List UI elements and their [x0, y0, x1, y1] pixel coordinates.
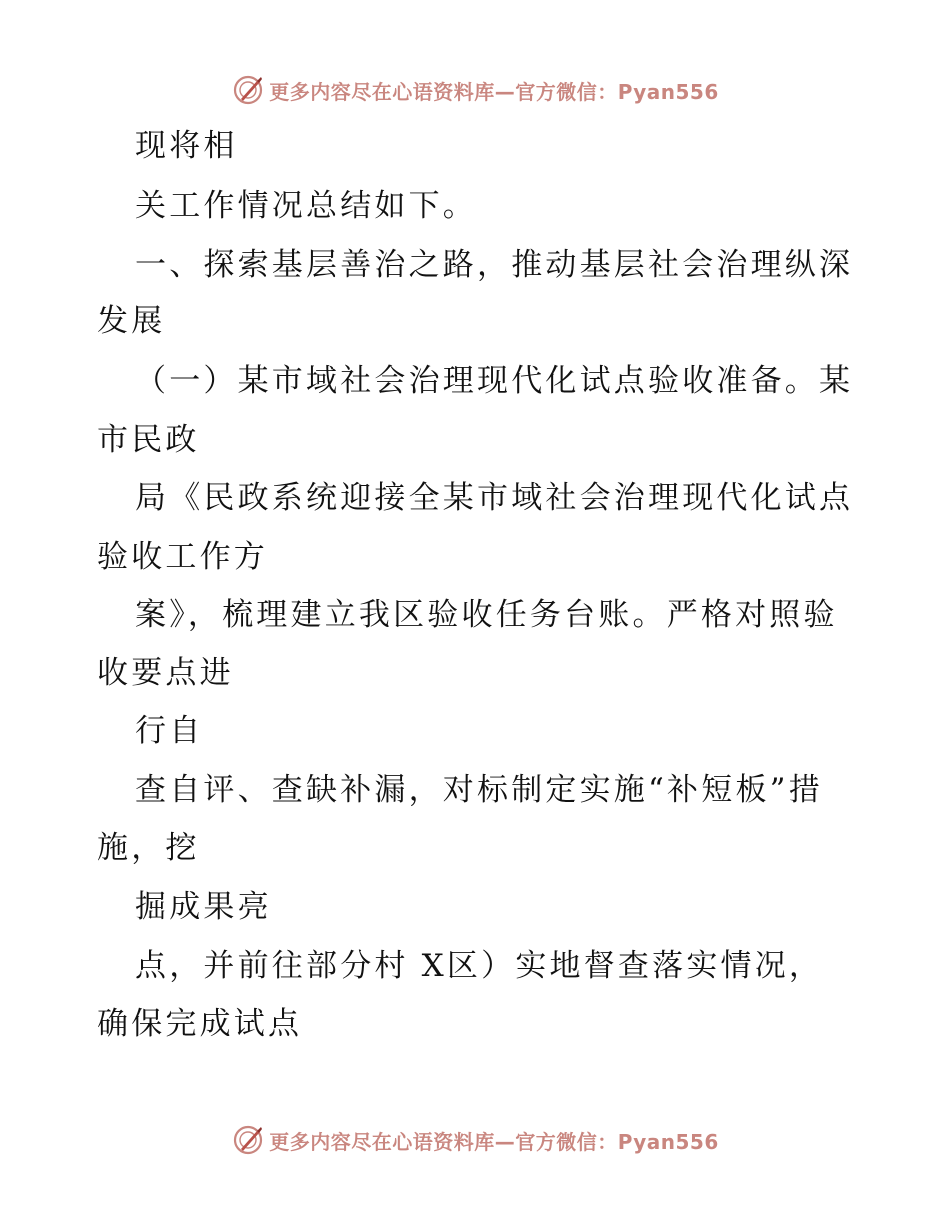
- text-line: 施，挖: [97, 830, 200, 866]
- pen-circle-logo-icon: [231, 73, 265, 107]
- watermark-text: 更多内容尽在心语资料库—官方微信：Pyan556: [269, 79, 719, 104]
- text-line: 局《民政系统迎接全某市域社会治理现代化试点: [135, 480, 854, 516]
- text-line: 行自: [135, 713, 204, 749]
- header-watermark: [0, 70, 950, 110]
- text-line: 关工作情况总结如下。: [135, 188, 477, 224]
- pen-circle-logo-icon: [231, 1123, 265, 1157]
- text-line: 确保完成试点: [97, 1006, 303, 1042]
- text-line: 案》，梳理建立我区验收任务台账。严格对照验: [135, 597, 838, 633]
- text-line: 一、探索基层善治之路，推动基层社会治理纵深: [135, 247, 854, 283]
- text-line: 发展: [97, 303, 166, 339]
- watermark-text: 更多内容尽在心语资料库—官方微信：Pyan556: [269, 1129, 719, 1154]
- text-line: 验收工作方: [97, 539, 268, 575]
- text-line: 查自评、查缺补漏，对标制定实施“补短板”措: [135, 772, 823, 808]
- text-line: 掘成果亮: [135, 889, 272, 925]
- text-line: 市民政: [97, 422, 200, 458]
- text-line: 现将相: [135, 128, 238, 164]
- footer-watermark: [0, 1120, 950, 1160]
- text-line: 点，并前往部分村 X区）实地督查落实情况，: [135, 948, 824, 984]
- text-line: （一）某市域社会治理现代化试点验收准备。某: [135, 363, 854, 399]
- text-line: 收要点进: [97, 655, 234, 691]
